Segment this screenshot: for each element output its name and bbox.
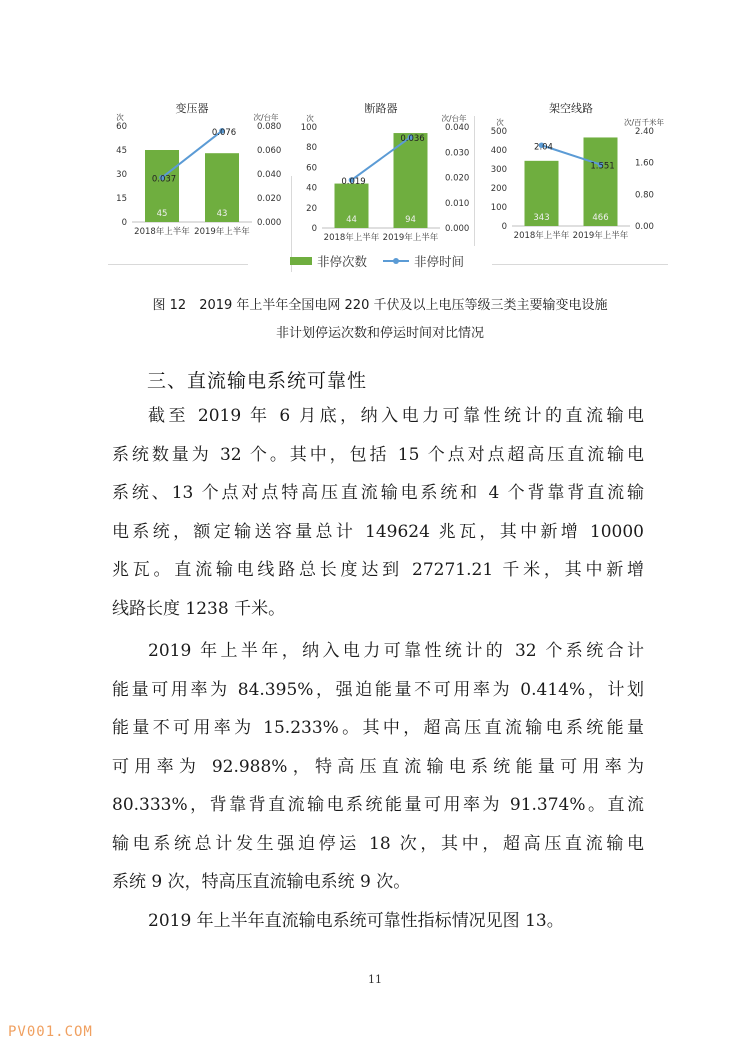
chart-panel-overhead-line (482, 96, 668, 246)
paragraph-line: 2019 年上半年直流输电系统可靠性指标情况见图 13。 (148, 911, 564, 931)
category-label: 2018年上半年 (513, 231, 570, 241)
chart-legend (290, 252, 464, 270)
chart-svg (482, 96, 668, 246)
left-tick-label: 200 (490, 184, 507, 194)
bar-value-label: 466 (592, 213, 609, 223)
left-tick-label: 100 (300, 123, 317, 133)
category-label: 2019年上半年 (572, 231, 629, 241)
paragraph-line: 2019 年上半年，纳入电力可靠性统计的 32 个系统合计 (148, 641, 644, 661)
left-tick-label: 60 (116, 122, 127, 132)
category-label: 2018年上半年 (134, 227, 190, 237)
paragraph-line: 能量不可用率为 15.233%。其中，超高压直流输电系统能量 (112, 718, 644, 738)
right-axis-unit: 次/台年 (441, 114, 467, 123)
legend-line-swatch (383, 260, 409, 262)
legend-line-label: 非停时间 (414, 254, 465, 269)
right-tick-label: 0.000 (445, 224, 470, 234)
paragraph-line: 兆瓦。直流输电线路总长度达到 27271.21 千米，其中新增 (112, 560, 644, 580)
left-tick-label: 80 (306, 143, 317, 154)
left-tick-label: 40 (306, 183, 317, 194)
paragraph-3 (112, 902, 644, 941)
left-tick-label: 0 (501, 222, 507, 232)
left-tick-label: 100 (490, 203, 507, 213)
right-axis-unit: 次/百千米年 (623, 118, 665, 127)
section-heading: 三、直流输电系统可靠性 (147, 370, 368, 392)
paragraph-line: 输电系统总计发生强迫停运 18 次，其中，超高压直流输电 (112, 833, 644, 854)
left-tick-label: 0 (311, 224, 317, 234)
line-value-label: 2.04 (534, 142, 553, 153)
paragraph-line: 可用率为 92.988%，特高压直流输电系统能量可用率为 (112, 756, 644, 777)
figure-caption-line-1: 图 12 2019 年上半年全国电网 220 千伏及以上电压等级三类主要输变电设施 (152, 298, 608, 313)
chart-panel-transformer (108, 96, 288, 246)
left-tick-label: 30 (116, 170, 127, 180)
paragraph-line: 截至 2019 年 6 月底，纳入电力可靠性统计的直流输电 (148, 406, 644, 426)
left-tick-label: 20 (306, 203, 317, 214)
page-number: 11 (368, 973, 382, 986)
paragraph-line: 线路长度 1238 千米。 (112, 598, 286, 619)
bar-value-label: 45 (156, 209, 168, 219)
panel-divider (108, 264, 248, 265)
right-tick-label: 1.60 (635, 158, 654, 169)
bar-value-label: 44 (346, 215, 357, 225)
line-value-label: 0.076 (211, 127, 237, 138)
left-tick-label: 60 (306, 163, 317, 174)
left-axis-unit: 次 (116, 113, 124, 122)
category-label: 2019年上半年 (382, 233, 439, 243)
line-value-label: 1.551 (590, 161, 615, 172)
right-tick-label: 0.020 (257, 194, 282, 204)
watermark-text: PV001.COM (8, 1024, 93, 1040)
chart-title: 架空线路 (549, 102, 593, 115)
category-label: 2018年上半年 (323, 233, 380, 243)
left-tick-label: 0 (121, 218, 127, 228)
right-tick-label: 0.080 (257, 122, 282, 132)
paragraph-line: 系统、13 个点对点特高压直流输电系统和 4 个背靠背直流输 (112, 483, 644, 503)
chart-panel-breaker (298, 96, 476, 246)
right-tick-label: 0.060 (257, 146, 282, 156)
right-tick-label: 0.030 (445, 148, 470, 159)
legend-bar-swatch (290, 257, 312, 265)
bar (394, 133, 428, 228)
right-tick-label: 0.000 (257, 218, 282, 228)
right-tick-label: 0.020 (445, 173, 470, 184)
left-tick-label: 15 (116, 194, 127, 204)
line-value-label: 0.019 (341, 177, 366, 188)
legend-bar-label: 非停次数 (317, 254, 368, 269)
left-axis-unit: 次 (496, 118, 504, 127)
chart-title: 断路器 (364, 102, 398, 115)
panel-divider (474, 116, 475, 246)
figure-12 (108, 96, 668, 271)
paragraph-line: 电系统，额定输送容量总计 149624 兆瓦，其中新增 10000 (112, 521, 644, 542)
left-tick-label: 400 (490, 146, 507, 156)
bar-value-label: 43 (216, 209, 228, 219)
chart-svg (108, 96, 288, 246)
right-tick-label: 2.40 (635, 127, 654, 137)
paragraph-2 (112, 632, 644, 902)
right-axis-unit: 次/台年 (253, 113, 279, 122)
line-value-label: 0.036 (400, 134, 425, 145)
paragraph-1 (112, 397, 644, 628)
left-tick-label: 45 (116, 146, 127, 156)
bar-value-label: 343 (533, 213, 550, 223)
left-tick-label: 500 (490, 127, 507, 137)
left-tick-label: 300 (490, 165, 507, 175)
paragraph-line: 能量可用率为 84.395%，强迫能量不可用率为 0.414%，计划 (112, 679, 644, 700)
legend-item-line (383, 252, 464, 270)
paragraph-line: 系统数量为 32 个。其中，包括 15 个点对点超高压直流输电 (112, 444, 644, 465)
legend-item-bars (290, 252, 367, 270)
category-label: 2019年上半年 (194, 227, 250, 237)
panel-divider (492, 264, 668, 265)
left-axis-unit: 次 (306, 114, 314, 123)
right-tick-label: 0.00 (635, 222, 654, 232)
chart-svg (298, 96, 476, 246)
figure-caption-line-2: 非计划停运次数和停运时间对比情况 (275, 326, 484, 341)
bar-value-label: 94 (405, 215, 416, 225)
chart-title: 变压器 (175, 102, 209, 115)
paragraph-line: 系统 9 次，特高压直流输电系统 9 次。 (112, 872, 411, 892)
line-value-label: 0.037 (151, 174, 177, 185)
right-tick-label: 0.040 (257, 170, 282, 180)
right-tick-label: 0.80 (635, 190, 654, 201)
right-tick-label: 0.040 (445, 123, 470, 133)
paragraph-line: 80.333%，背靠背直流输电系统能量可用率为 91.374%。直流 (112, 795, 644, 815)
right-tick-label: 0.010 (445, 198, 470, 209)
